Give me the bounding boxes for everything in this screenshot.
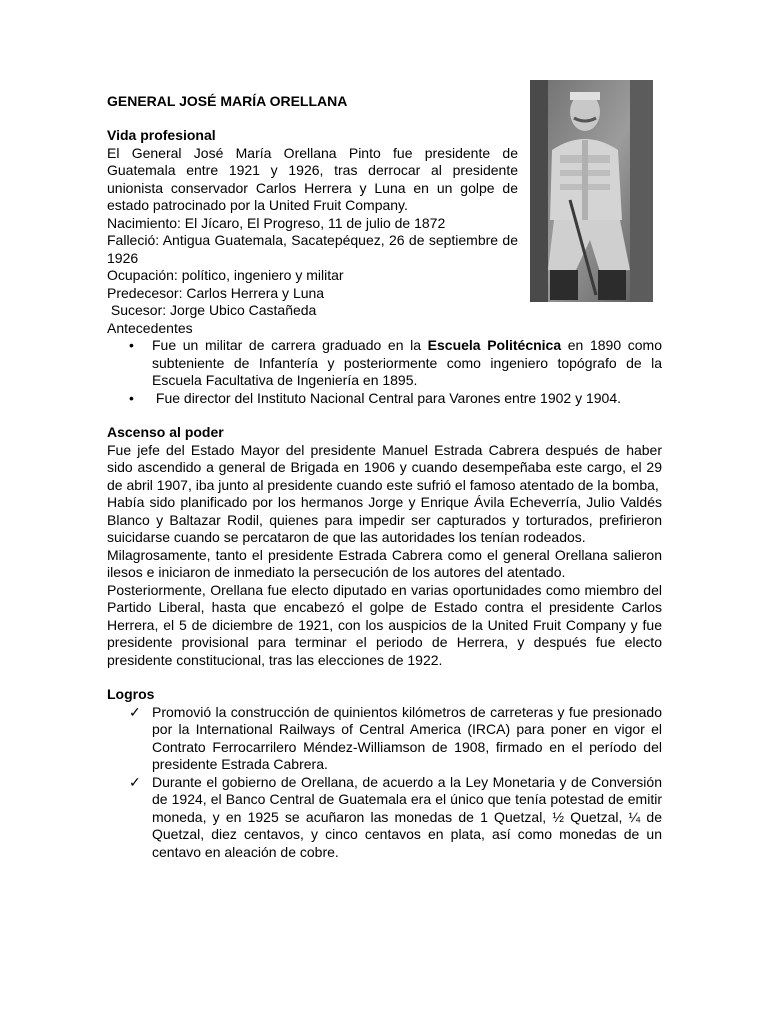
bullet-icon: •	[129, 337, 134, 353]
section-heading-vida: Vida profesional	[107, 127, 216, 143]
vida-antecedentes: Antecedentes	[107, 319, 193, 336]
vida-fallecio: Falleció: Antigua Guatemala, Sacatepéquez, 26 de septiembre de 1926	[107, 232, 518, 266]
antecedentes-list	[107, 337, 662, 407]
checkmark-icon: ✓	[129, 703, 141, 720]
vida-intro: El General José María Orellana Pinto fue presidente de Guatemala entre 1921 y 1926, tras derrocar al presidente unionista conservador Carlos Herrera y Luna en un golpe de estado patrocinado por la United Fruit Company.	[107, 144, 518, 213]
ascenso-section	[107, 424, 662, 669]
list-item: • Fue un militar de carrera graduado en la Escuela Politécnica en 1890 como subteniente de Infantería y posteriormente como ingeniero topógrafo de la Escuela Facultativa de Ingeniería en 1895.	[129, 337, 662, 388]
section-heading-ascenso: Ascenso al poder	[107, 424, 224, 440]
vida-predecesor: Predecesor: Carlos Herrera y Luna	[107, 284, 325, 301]
ascenso-paragraph: Había sido planificado por los hermanos Jorge y Enrique Ávila Echeverría, Julio Valdés Blanco y Baltazar Rodil, quienes para impedir ser capturados y torturados, prefirieron suicidarse cuando se percataron de que las autoridades los tenían rodeados.	[107, 494, 662, 545]
list-item: ✓ Durante el gobierno de Orellana, de acuerdo a la Ley Monetaria y de Conversión de 1924, el Banco Central de Guatemala era el único que tenía potestad de emitir moneda, y en 1925 se acuñaron las monedas de 1 Quetzal, ½ Quetzal, ¼ de Quetzal, diez centavos, y cinco centavos en plata, así como monedas de un centavo en aleación de cobre.	[129, 773, 662, 860]
vida-ocupacion: Ocupación: político, ingeniero y militar	[107, 267, 344, 283]
document-body	[107, 93, 662, 861]
ascenso-paragraph: Fue jefe del Estado Mayor del presidente Manuel Estrada Cabrera después de haber sido ascendido a general de Brigada en 1906 y cuando desempeñaba este cargo, el 29 de abril 1907, iba junto al presidente cuando este sufrió el famoso atentado de la bomba,	[107, 441, 662, 493]
vida-profesional-section	[107, 127, 518, 337]
ascenso-paragraph: Milagrosamente, tanto el presidente Estrada Cabrera como el general Orellana salieron ilesos e iniciaron de inmediato la persecución de los autores del atentado.	[107, 546, 662, 580]
document-title: GENERAL JOSÉ MARÍA ORELLANA	[107, 93, 348, 109]
vida-nacimiento: Nacimiento: El Jícaro, El Progreso, 11 de julio de 1872	[107, 214, 446, 231]
logros-section	[107, 686, 662, 861]
vida-sucesor: Sucesor: Jorge Ubico Castañeda	[107, 302, 317, 318]
list-item: ✓ Promovió la construcción de quinientos kilómetros de carreteras y fue presionado por la International Railways of Central America (IRCA) para poner en vigor el Contrato Ferrocarrilero Méndez-Williamson de 1908, firmado en el período del presidente Estrada Cabrera.	[129, 703, 662, 772]
list-item: • Fue director del Instituto Nacional Central para Varones entre 1902 y 1904.	[129, 389, 622, 406]
section-heading-logros: Logros	[107, 686, 155, 702]
checkmark-icon: ✓	[129, 773, 141, 790]
ascenso-paragraph: Posteriormente, Orellana fue electo diputado en varias oportunidades como miembro del Partido Liberal, hasta que encabezó el golpe de Estado contra el presidente Carlos Herrera, el 5 de diciembre de 1921, con los auspicios de la United Fruit Company y fue presidente provisional para terminar el periodo de Herrera, y después fue electo presidente constitucional, tras las elecciones de 1922.	[107, 581, 662, 668]
logros-list	[107, 704, 662, 862]
bullet-icon: •	[129, 389, 134, 406]
